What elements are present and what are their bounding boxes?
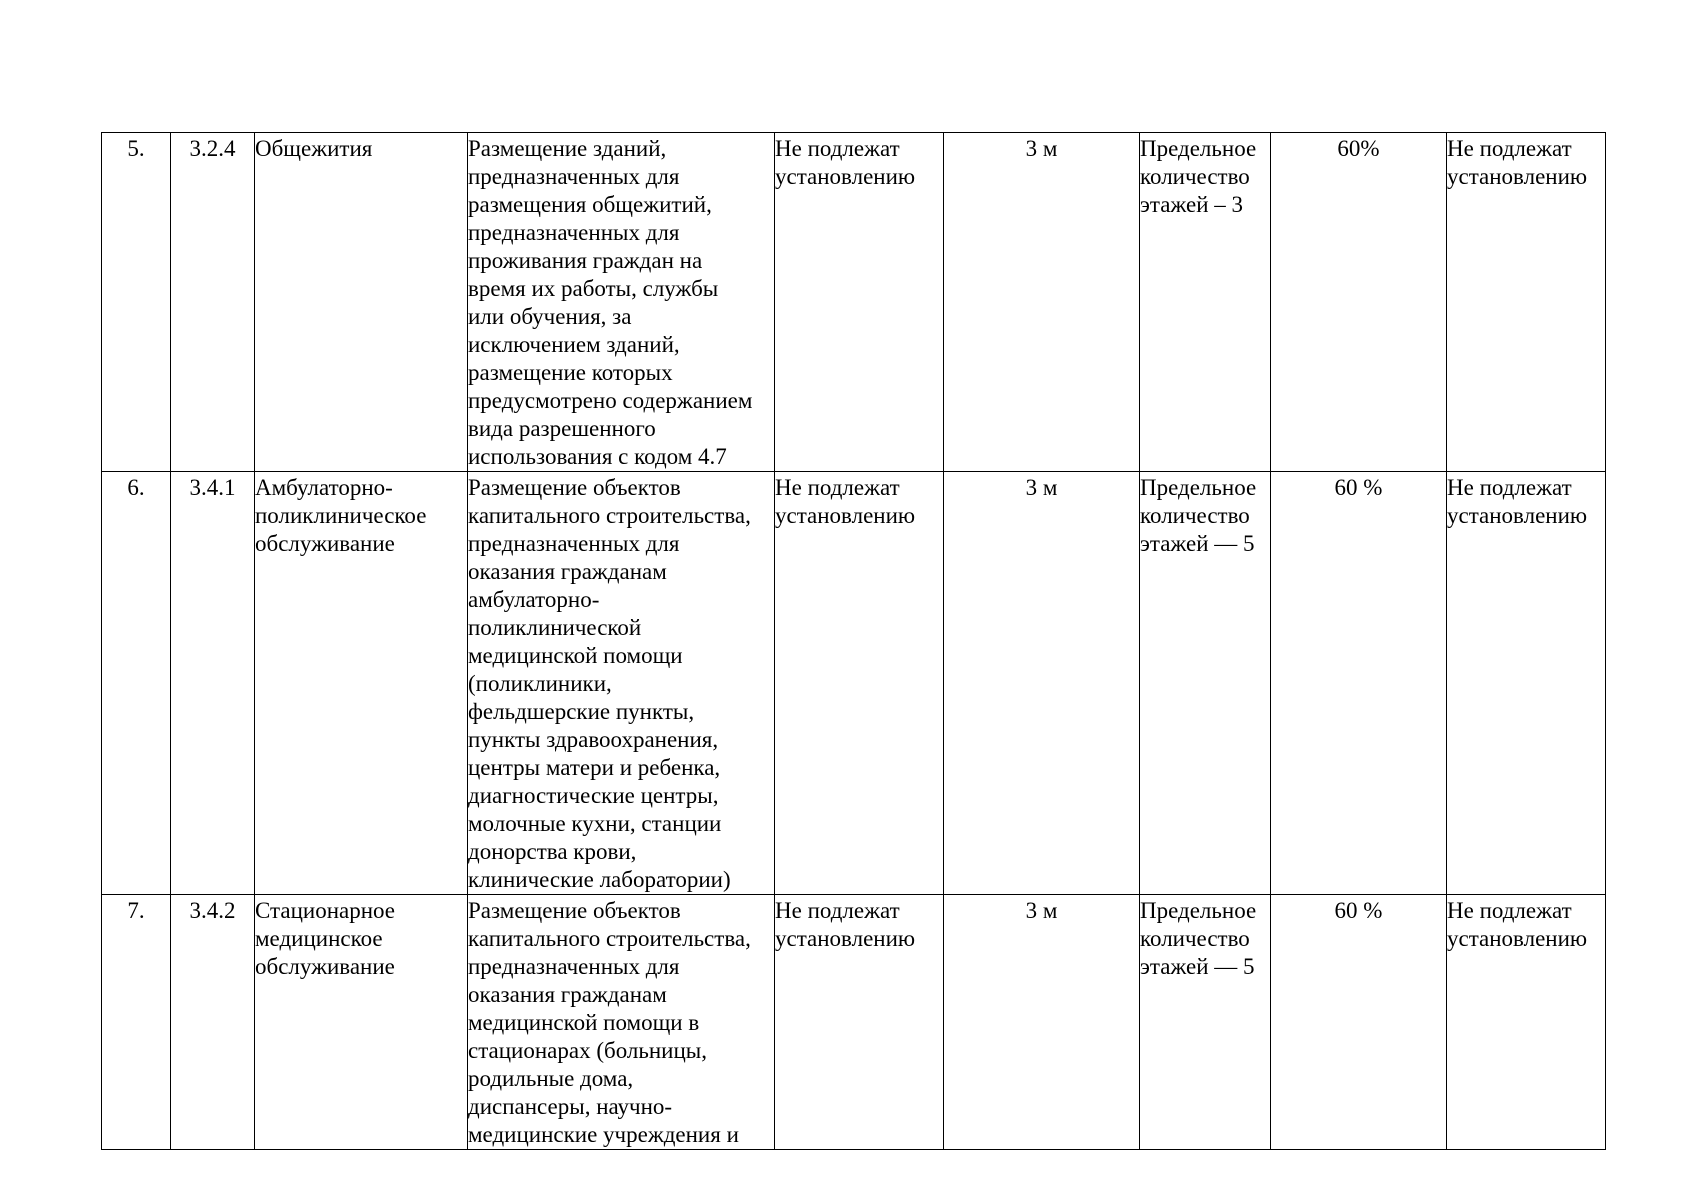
- use-code: 3.4.1: [189, 475, 236, 500]
- plot-size-cell: [775, 472, 944, 895]
- coverage-cell: [1271, 472, 1447, 895]
- other-params: Не подлежат установлению: [1447, 136, 1588, 189]
- plot-size: Не подлежат установлению: [775, 898, 916, 951]
- row-number-cell: [102, 472, 171, 895]
- other-params: Не подлежат установлению: [1447, 475, 1588, 528]
- coverage-percent: 60%: [1337, 136, 1380, 161]
- plot-size: Не подлежат установлению: [775, 475, 916, 528]
- setback-cell: [944, 472, 1140, 895]
- other-params-cell: [1447, 133, 1606, 472]
- use-description: Размещение объектов капитального строительства, предназначенных для оказания гражданам медицинской помощи в стационарах (больницы, родильные дома, диспансеры, научно- медицинские учреждения и: [468, 898, 751, 1147]
- use-code: 3.2.4: [189, 136, 236, 161]
- use-code-cell: [171, 133, 255, 472]
- use-name: Общежития: [255, 136, 373, 161]
- use-description-cell: [468, 133, 775, 472]
- setback: 3 м: [1025, 898, 1058, 923]
- use-name: Стационарное медицинское обслуживание: [255, 898, 396, 979]
- floors-limit: Предельное количество этажей — 5: [1140, 898, 1257, 979]
- other-params: Не подлежат установлению: [1447, 898, 1588, 951]
- coverage-cell: [1271, 133, 1447, 472]
- use-name-cell: [255, 895, 468, 1150]
- plot-size-cell: [775, 133, 944, 472]
- use-name-cell: [255, 133, 468, 472]
- floors-cell: [1140, 472, 1271, 895]
- setback-cell: [944, 895, 1140, 1150]
- table-row: [102, 472, 1606, 895]
- land-use-table: [101, 132, 1606, 1150]
- use-code-cell: [171, 472, 255, 895]
- row-number: 6.: [127, 475, 145, 500]
- other-params-cell: [1447, 895, 1606, 1150]
- plot-size: Не подлежат установлению: [775, 136, 916, 189]
- setback: 3 м: [1025, 475, 1058, 500]
- other-params-cell: [1447, 472, 1606, 895]
- use-description-cell: [468, 472, 775, 895]
- use-code-cell: [171, 895, 255, 1150]
- use-name-cell: [255, 472, 468, 895]
- use-name: Амбулаторно- поликлиническое обслуживание: [255, 475, 427, 556]
- row-number-cell: [102, 133, 171, 472]
- floors-cell: [1140, 895, 1271, 1150]
- use-description: Размещение объектов капитального строительства, предназначенных для оказания гражданам амбулаторно- поликлинической медицинской помощи (поликлиники, фельдшерские пункты, пункты здравоохранения, центры матери и ребенка, диагностические центры, молочные кухни, станции донорства крови, клинические лаборатории): [468, 475, 751, 892]
- floors-limit: Предельное количество этажей — 5: [1140, 475, 1257, 556]
- table-row: [102, 133, 1606, 472]
- use-code: 3.4.2: [189, 898, 236, 923]
- use-description-cell: [468, 895, 775, 1150]
- plot-size-cell: [775, 895, 944, 1150]
- coverage-cell: [1271, 895, 1447, 1150]
- table-row: [102, 895, 1606, 1150]
- setback-cell: [944, 133, 1140, 472]
- row-number-cell: [102, 895, 171, 1150]
- setback: 3 м: [1025, 136, 1058, 161]
- coverage-percent: 60 %: [1334, 475, 1383, 500]
- floors-limit: Предельное количество этажей – 3: [1140, 136, 1257, 217]
- row-number: 5.: [127, 136, 145, 161]
- use-description: Размещение зданий, предназначенных для размещения общежитий, предназначенных для проживания граждан на время их работы, службы или обучения, за исключением зданий, размещение которых предусмотрено содержанием вида разрешенного использования с кодом 4.7: [468, 136, 753, 469]
- row-number: 7.: [127, 898, 145, 923]
- coverage-percent: 60 %: [1334, 898, 1383, 923]
- floors-cell: [1140, 133, 1271, 472]
